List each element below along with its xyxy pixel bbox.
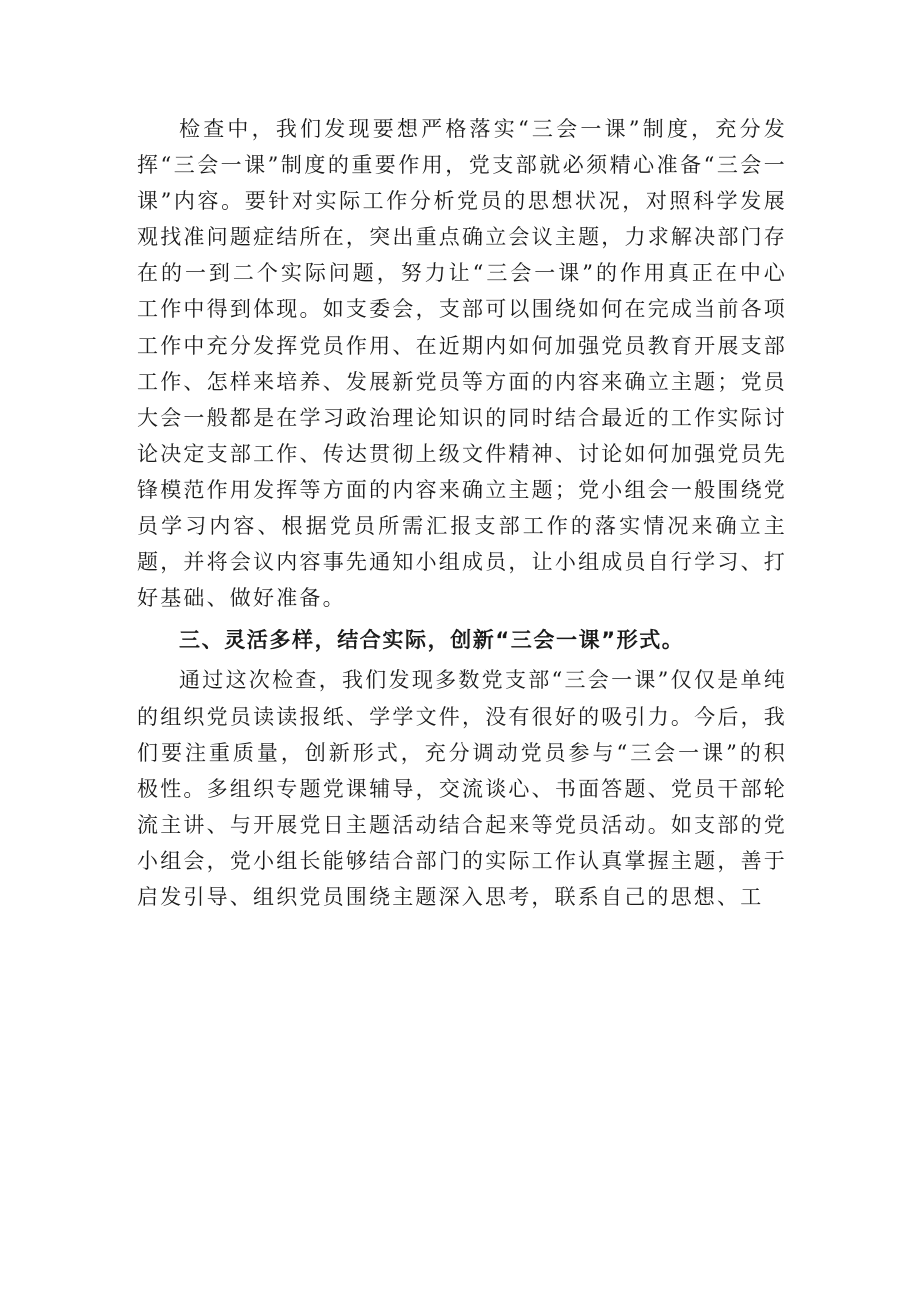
body-paragraph-2: 通过这次检查，我们发现多数党支部“三会一课”仅仅是单纯的组织党员读读报纸、学学文件，没有很好的吸引力。今后，我们要注重质量，创新形式，充分调动党员参与“三会一课”的积极性。多组织专题党课辅导，交流谈心、书面答题、党员干部轮流主讲、与开展党日主题活动结合起来等党员活动。如支部的党小组会，党小组长能够结合部门的实际工作认真掌握主题，善于启发引导、组织党员围绕主题深入思考，联系自己的思想、工 <box>137 668 787 909</box>
section-heading-3: 三、灵活多样，结合实际，创新“三会一课”形式。 <box>179 628 685 653</box>
body-paragraph-1: 检查中，我们发现要想严格落实“三会一课”制度，充分发挥“三会一课”制度的重要作用，党支部就必须精心准备“三会一课”内容。要针对实际工作分析党员的思想状况，对照科学发展观找准问题症结所在，突出重点确立会议主题，力求解决部门存在的一到二个实际问题，努力让“三会一课”的作用真正在中心工作中得到体现。如支委会，支部可以围绕如何在完成当前各项工作中充分发挥党员作用、在近期内如何加强党员教育开展支部工作、怎样来培养、发展新党员等方面的内容来确立主题；党员大会一般都是在学习政治理论知识的同时结合最近的工作实际讨论决定支部工作、传达贯彻上级文件精神、讨论如何加强党员先锋模范作用发挥等方面的内容来确立主题；党小组会一般围绕党员学习内容、根据党员所需汇报支部工作的落实情况来确立主题，并将会议内容事先通知小组成员，让小组成员自行学习、打好基础、做好准备。 <box>137 117 787 611</box>
document-body <box>137 111 787 915</box>
